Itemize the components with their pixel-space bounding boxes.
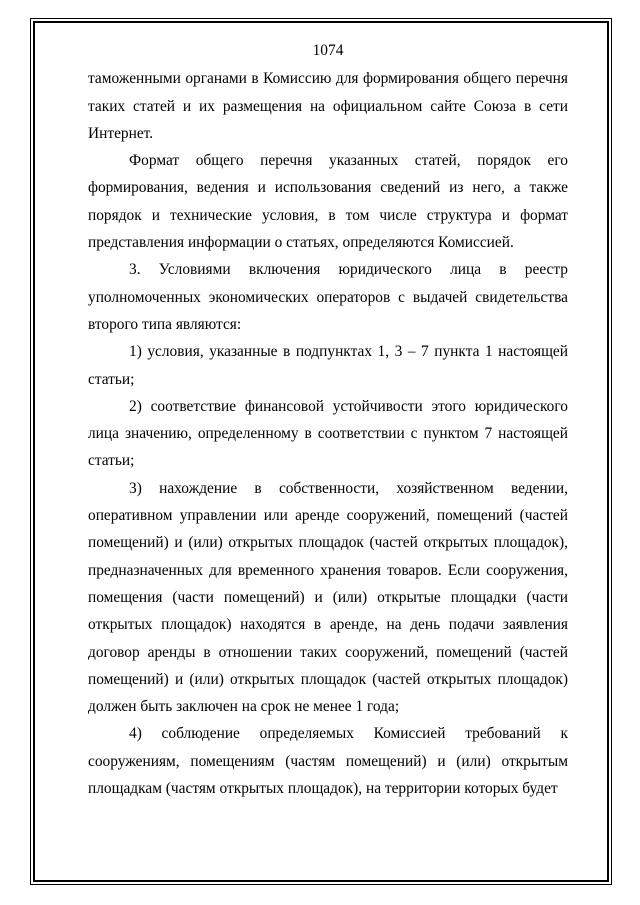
paragraph-format: Формат общего перечня указанных статей, порядок его формирования, ведения и использования сведений из него, а также порядок и технические условия, в том числе структура и формат представления информации о статьях, определяются Комиссией.: [88, 152, 568, 252]
list-item-3: 3) нахождение в собственности, хозяйственном ведении, оперативном управлении или аренде сооружений, помещений (частей помещений) и (или) открытых площадок (частей открытых площадок), предназначенных для временного хранения товаров. Если сооружения, помещения (части помещений) и (или) открытые площадки (части открытых площадок) находятся в аренде, на день подачи заявления договор аренды в отношении таких сооружений, помещений (частей помещений) и (или) открытых площадок (частей открытых площадок) должен быть заключен на срок не менее 1 года;: [88, 479, 568, 716]
paragraph-clause-3: 3. Условиями включения юридического лица в реестр уполномоченных экономических операторов с выдачей свидетельства второго типа являются:: [88, 261, 568, 333]
paragraph-continuation: таможенными органами в Комиссию для формирования общего перечня таких статей и их размещения на официальном сайте Союза в сети Интернет.: [88, 70, 568, 142]
page-number: 1074: [312, 42, 344, 59]
list-item-1: 1) условия, указанные в подпунктах 1, 3 – 7 пункта 1 настоящей статьи;: [88, 343, 568, 388]
document-page: [88, 37, 568, 802]
list-item-4: 4) соблюдение определяемых Комиссией требований к сооружениям, помещениям (частям помещений) и (или) открытым площадкам (частям открытых площадок), на территории которых будет: [88, 725, 568, 798]
list-item-2: 2) соответствие финансовой устойчивости этого юридического лица значению, определенному в соответствии с пунктом 7 настоящей статьи;: [88, 397, 568, 470]
